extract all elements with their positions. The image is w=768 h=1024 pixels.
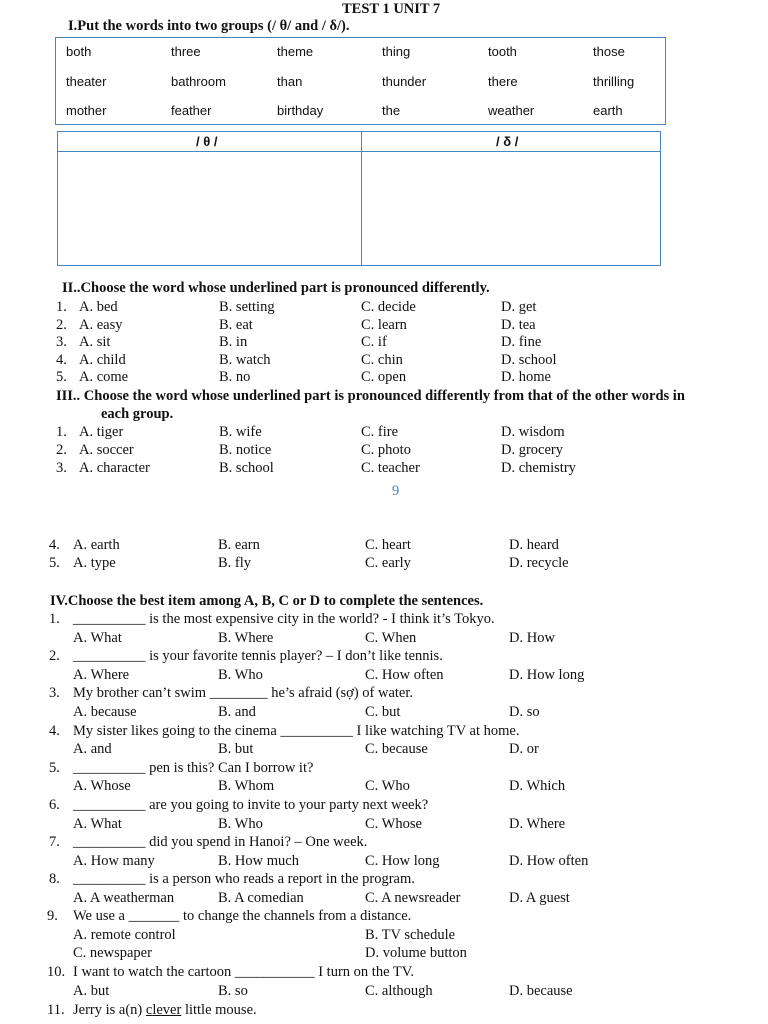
word-cell: tooth: [488, 44, 517, 59]
option-d: D. so: [509, 703, 540, 720]
word-cell: than: [277, 74, 303, 89]
option-d: D. How often: [509, 852, 589, 869]
q9-option-a: A. remote control: [73, 927, 176, 943]
option-b: B. setting: [219, 299, 275, 315]
option-d: D. grocery: [501, 442, 564, 458]
option-c: C. if: [361, 334, 387, 351]
q11-text: Jerry is a(n) clever little mouse.: [73, 1002, 257, 1018]
option-c: C. photo: [361, 442, 411, 458]
option-c: C. open: [361, 369, 407, 386]
item-number: 5.: [49, 555, 60, 571]
option-b: B. watch: [219, 351, 271, 368]
option-d: D. heard: [509, 537, 559, 553]
word-cell: birthday: [277, 103, 324, 118]
option-b: B. wife: [219, 424, 262, 440]
question-text: __________ did you spend in Hanoi? – One week.: [73, 834, 368, 851]
answer-table-header-divider: [57, 151, 661, 152]
option-c: C. Whose: [365, 815, 422, 832]
word-cell: theater: [66, 74, 107, 89]
word-cell: feather: [171, 103, 212, 118]
option-a: A. Where: [73, 666, 130, 683]
option-c: C. early: [365, 555, 411, 571]
question-text: __________ is the most expensive city in the world? - I think it’s Tokyo.: [73, 611, 495, 627]
option-b: B. but: [218, 741, 254, 758]
option-d: D. tea: [501, 316, 536, 333]
section2-heading: II..Choose the word whose underlined part is pronounced differently.: [62, 280, 490, 296]
question-text: __________ is your favorite tennis player? – I don’t like tennis.: [73, 648, 443, 665]
q9-option-c: C. newspaper: [73, 945, 152, 961]
word-cell: the: [382, 103, 401, 118]
item-number: 3.: [56, 460, 67, 476]
option-d: D. wisdom: [501, 424, 565, 440]
option-d: D. get: [501, 299, 537, 315]
option-a: A. come: [79, 369, 129, 386]
word-cell: those: [593, 44, 625, 59]
item-number: 4.: [49, 537, 60, 553]
section3-heading-cont: each group.: [101, 406, 174, 422]
word-cell: three: [171, 44, 201, 59]
q10-option-a: A. but: [73, 983, 110, 999]
question-number: 4.: [49, 722, 60, 739]
delta-column-header: / δ /: [496, 134, 519, 149]
item-number: 2.: [56, 316, 67, 333]
option-d: D. fine: [501, 334, 542, 351]
option-a: A. bed: [79, 299, 118, 315]
word-cell: theme: [277, 44, 314, 59]
word-cell: bathroom: [171, 74, 226, 89]
option-c: C. learn: [361, 316, 407, 333]
question-text: __________ is a person who reads a report in the program.: [73, 871, 415, 888]
option-a: A. What: [73, 629, 122, 646]
option-d: D. school: [501, 351, 557, 368]
item-number: 2.: [56, 442, 67, 458]
option-a: A. earth: [73, 537, 120, 553]
option-b: B. and: [218, 703, 256, 720]
option-b: B. A comedian: [218, 889, 304, 906]
word-cell: both: [66, 44, 92, 59]
option-d: D. A guest: [509, 889, 570, 906]
item-number: 3.: [56, 334, 67, 351]
option-b: B. How much: [218, 852, 299, 869]
section3-heading: III.. Choose the word whose underlined part is pronounced differently from that of the other words in: [56, 388, 685, 404]
section1-heading: I.Put the words into two groups (/ θ/ and / δ/).: [68, 18, 350, 34]
page-number: 9: [392, 483, 400, 499]
item-number: 4.: [56, 351, 67, 368]
option-b: B. Whom: [218, 778, 275, 795]
question-number: 8.: [49, 871, 60, 888]
q9-option-d: D. volume button: [365, 945, 467, 961]
option-a: A. easy: [79, 316, 123, 333]
page-title: TEST 1 UNIT 7: [342, 1, 441, 17]
option-d: D. Where: [509, 815, 566, 832]
option-a: A. tiger: [79, 424, 124, 440]
option-b: B. eat: [219, 316, 253, 333]
option-b: B. Who: [218, 815, 263, 832]
word-cell: thrilling: [593, 74, 635, 89]
section4-heading: IV.Choose the best item among A, B, C or D to complete the sentences.: [50, 593, 484, 609]
word-cell: earth: [593, 103, 623, 118]
option-a: A. What: [73, 815, 122, 832]
q10-option-b: B. so: [218, 983, 248, 999]
option-c: C. How often: [365, 666, 444, 683]
option-c: C. How long: [365, 852, 440, 869]
question-text: My sister likes going to the cinema __________ I like watching TV at home.: [73, 722, 520, 739]
option-d: D. or: [509, 741, 539, 758]
option-b: B. in: [219, 334, 248, 351]
option-a: A. type: [73, 555, 116, 571]
word-cell: weather: [488, 103, 535, 118]
option-b: B. fly: [218, 555, 252, 571]
item-number: 1.: [56, 424, 67, 440]
option-d: D. How: [509, 629, 555, 646]
question-text: My brother can’t swim ________ he’s afraid (sợ) of water.: [73, 685, 414, 702]
option-d: D. How long: [509, 666, 585, 683]
question-number: 1.: [49, 611, 60, 627]
option-c: C. teacher: [361, 460, 420, 476]
word-cell: there: [488, 74, 518, 89]
option-c: C. fire: [361, 424, 399, 440]
word-cell: mother: [66, 103, 107, 118]
q9-option-b: B. TV schedule: [365, 927, 456, 943]
option-b: B. Where: [218, 629, 274, 646]
option-b: B. school: [219, 460, 274, 476]
option-a: A. A weatherman: [73, 889, 175, 906]
q10-number: 10.: [47, 964, 66, 980]
option-d: D. home: [501, 369, 551, 386]
word-cell: thunder: [382, 74, 427, 89]
option-c: C. When: [365, 629, 417, 646]
option-d: D. recycle: [509, 555, 569, 571]
answer-table-column-divider: [361, 131, 362, 266]
question-number: 3.: [49, 685, 60, 702]
q10-option-d: D. because: [509, 983, 573, 999]
option-a: A. sit: [79, 334, 111, 351]
question-number: 6.: [49, 797, 60, 813]
option-a: A. Whose: [73, 778, 131, 795]
option-b: B. Who: [218, 666, 263, 683]
option-a: A. character: [79, 460, 150, 476]
q10-option-c: C. although: [365, 983, 433, 999]
option-a: A. because: [73, 703, 137, 720]
theta-column-header: / θ /: [196, 134, 218, 149]
option-d: D. Which: [509, 778, 566, 795]
item-number: 1.: [56, 299, 67, 315]
option-a: A. child: [79, 351, 126, 368]
option-a: A. How many: [73, 852, 155, 869]
option-c: C. but: [365, 703, 401, 720]
question-text: __________ are you going to invite to your party next week?: [73, 797, 429, 813]
option-c: C. because: [365, 741, 428, 758]
option-a: A. soccer: [79, 442, 134, 458]
word-cell: thing: [382, 44, 411, 59]
q11-number: 11.: [47, 1002, 65, 1018]
option-c: C. decide: [361, 299, 416, 315]
option-a: A. and: [73, 741, 112, 758]
option-c: C. heart: [365, 537, 411, 553]
question-text: __________ pen is this? Can I borrow it?: [73, 759, 314, 776]
question-number: 5.: [49, 759, 60, 776]
option-b: B. notice: [219, 442, 272, 458]
option-c: C. A newsreader: [365, 889, 461, 906]
q9-text: We use a _______ to change the channels from a distance.: [73, 908, 412, 924]
q9-number: 9.: [47, 908, 58, 924]
word-box: [55, 37, 666, 125]
option-b: B. earn: [218, 537, 260, 553]
option-c: C. chin: [361, 351, 403, 368]
question-number: 2.: [49, 648, 60, 665]
option-b: B. no: [219, 369, 251, 386]
option-d: D. chemistry: [501, 460, 576, 476]
q10-text: I want to watch the cartoon ___________ I turn on the TV.: [73, 964, 414, 980]
item-number: 5.: [56, 369, 67, 386]
question-number: 7.: [49, 834, 60, 851]
option-c: C. Who: [365, 778, 410, 795]
